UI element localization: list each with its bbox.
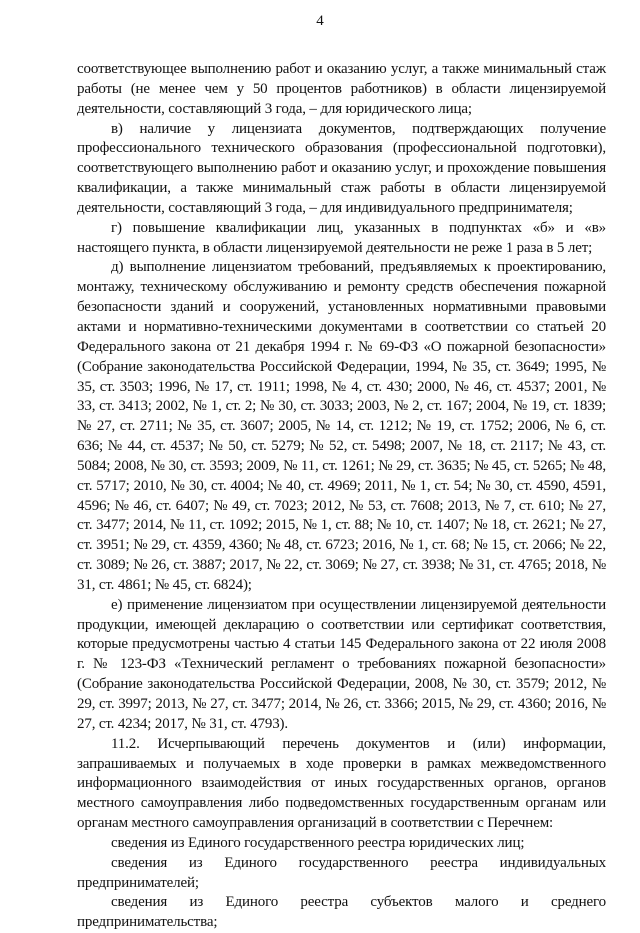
paragraph: в) наличие у лицензиата документов, подтверждающих получение профессионального технического образования (профессиональной подготовки), соответствующего выполнению работ и оказанию услуг, и прохождение повышения квалификации, а также минимальный стаж работы в области лицензируемой деятельности, составляющий 3 года, – для индивидуального предпринимателя;: [77, 120, 606, 216]
paragraph: сведения из Единого государственного реестра юридических лиц;: [111, 834, 525, 851]
paragraph: сведения из Единого государственного реестра индивидуальных предпринимателей;: [77, 854, 606, 891]
paragraph: сведения из Единого реестра субъектов малого и среднего предпринимательства;: [77, 894, 606, 931]
paragraph: г) повышение квалификации лиц, указанных в подпунктах «б» и «в» настоящего пункта, в области лицензируемой деятельности не реже 1 раза в 5 лет;: [77, 219, 606, 256]
page-number: 4: [316, 13, 324, 29]
paragraph: соответствующее выполнению работ и оказанию услуг, а также минимальный стаж работы (не менее чем у 50 процентов работников) в области лицензируемой деятельности, составляющий 3 года, – для юридического лица;: [77, 61, 606, 117]
paragraph: 11.2. Исчерпывающий перечень документов и (или) информации, запрашиваемых и получаемых в ходе проверки в рамках межведомственного информационного взаимодействия от иных государственных органов, органов местного самоуправления либо подведомственных государственным органам или органам местного самоуправления организаций в соответствии с Перечнем:: [77, 735, 606, 832]
paragraph: д) выполнение лицензиатом требований, предъявляемых к проектированию, монтажу, техническому обслуживанию и ремонту средств обеспечения пожарной безопасности зданий и сооружений, установленных нормативными правовыми актами и нормативно-техническими документами в соответствии со статьей 20 Федерального закона от 21 декабря 1994 г. № 69-ФЗ «О пожарной безопасности» (Собрание законодательства Российской Федерации, 1994, № 35, ст. 3649; 1995, № 35, ст. 3503; 1996, № 17, ст. 1911; 1998, № 4, ст. 430; 2000, № 46, ст. 4537; 2001, № 33, ст. 3413; 2002, № 1, ст. 2; № 30, ст. 3033; 2003, № 2, ст. 167; 2004, № 19, ст. 1839; № 27, ст. 2711; № 35, ст. 3607; 2005, № 14, ст. 1212; № 19, ст. 1752; 2006, № 6, ст. 636; № 44, ст. 4537; № 50, ст. 5279; № 52, ст. 5498; 2007, № 18, ст. 2117; № 43, ст. 5084; 2008, № 30, ст. 3593; 2009, № 11, ст. 1261; № 29, ст. 3635; № 45, ст. 5265; № 48, ст. 5717; 2010, № 30, ст. 4004; № 40, ст. 4969; 2011, № 1, ст. 54; № 30, ст. 4590, 4591, 4596; № 46, ст. 6407; № 49, ст. 7023; 2012, № 53, ст. 7608; 2013, № 7, ст. 610; № 27, ст. 3477; 2014, № 11, ст. 1092; 2015, № 1, ст. 88; № 10, ст. 1407; № 18, ст. 2621; № 27, ст. 3951; № 29, ст. 4359, 4360; № 48, ст. 6723; 2016, № 1, ст. 68; № 15, ст. 2066; № 22, ст. 3089; № 26, ст. 3887; 2017, № 22, ст. 3069; № 27, ст. 3938; № 31, ст. 4765; 2018, № 31, ст. 4861; № 45, ст. 6824);: [77, 259, 606, 593]
document-body: [77, 60, 606, 933]
paragraph: е) применение лицензиатом при осуществлении лицензируемой деятельности продукции, имеющей декларацию о соответствии или сертификат соответствия, которые предусмотрены частью 4 статьи 145 Федерального закона от 22 июля 2008 г. № 123-ФЗ «Технический регламент о требованиях пожарной безопасности» (Собрание законодательства Российской Федерации, 2008, № 30, ст. 3579; 2012, № 29, ст. 3997; 2013, № 27, ст. 3477; 2014, № 26, ст. 3366; 2015, № 29, ст. 4360; 2016, № 27, ст. 4234; 2017, № 31, ст. 4793).: [77, 596, 606, 732]
